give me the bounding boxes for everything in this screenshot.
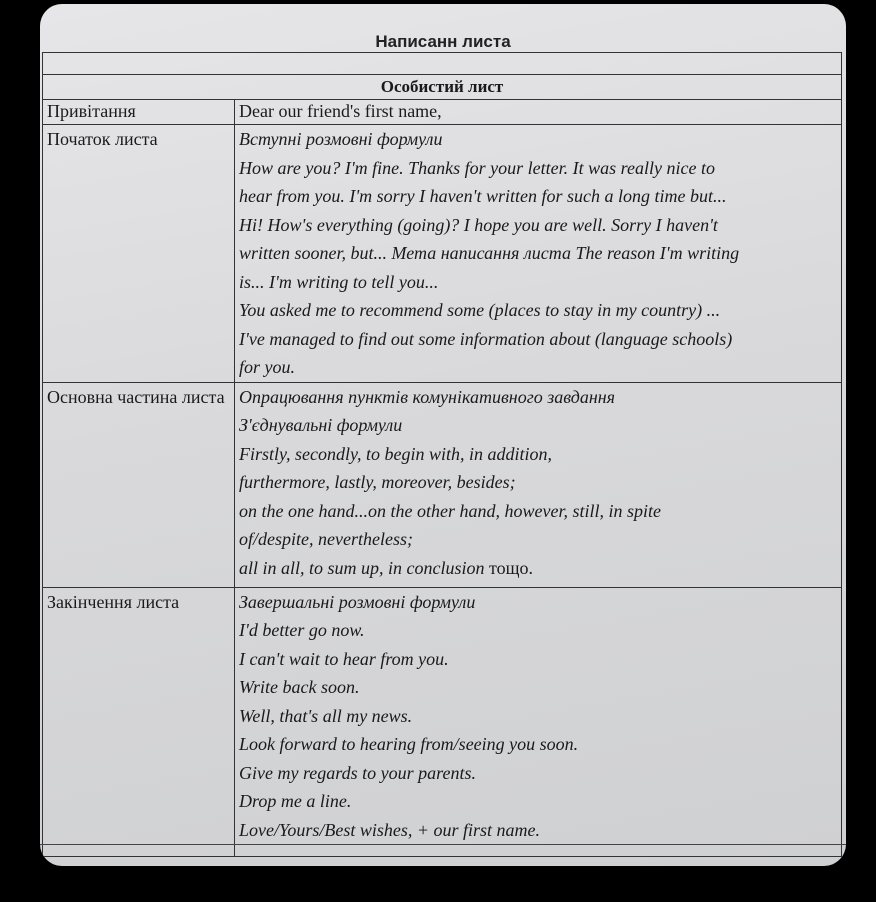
content-line: I can't wait to hear from you. [239, 648, 449, 669]
content-line: I've managed to find out some information about (language schools) [239, 328, 733, 349]
content-line: Write back soon. [239, 677, 360, 697]
row-label: Основна частина листа [43, 382, 235, 587]
document-photo [40, 4, 846, 866]
table-row [43, 100, 842, 125]
page-title: Написанн листа [375, 32, 511, 51]
content-line: on the one hand...on the other hand, however, still, in spite [239, 500, 661, 521]
table-row [43, 382, 842, 587]
content-line: Drop me a line. [239, 791, 352, 811]
row-content [235, 382, 842, 587]
row-content [235, 125, 842, 383]
table-row [43, 125, 842, 383]
divider [40, 844, 846, 845]
row-label: Привітання [43, 100, 235, 125]
row-content [235, 100, 842, 125]
letter-table [42, 74, 842, 857]
content-line: Well, that's all my news. [239, 705, 413, 726]
content-line-wrap [239, 554, 837, 583]
content-line: Вступні розмовні формули [239, 129, 443, 149]
content-line: How are you? I'm fine. Thanks for your letter. It was really nice to [239, 157, 715, 178]
table-header: Особистий лист [43, 75, 842, 100]
content-line: Give my regards to your parents. [239, 762, 476, 783]
content-line: for you. [239, 357, 295, 377]
content-line: written sooner, but... Мета написання листа The reason I'm writing [239, 243, 740, 263]
content-line: You asked me to recommend some (places to stay in my country) ... [239, 300, 721, 320]
content-line: furthermore, lastly, moreover, besides; [239, 472, 516, 492]
row-content [235, 587, 842, 856]
content-line: is... I'm writing to tell you... [239, 271, 439, 292]
content-line: З'єднувальні формули [239, 415, 403, 435]
content-line: hear from you. I'm sorry I haven't written for such a long time but... [239, 186, 727, 206]
content-line: Завершальні розмовні формули [239, 591, 476, 612]
row-label: Закінчення листа [43, 587, 235, 856]
row-label: Початок листа [43, 125, 235, 383]
content-line: Hi! How's everything (going)? I hope you are well. Sorry I haven't [239, 214, 718, 235]
content-line: of/despite, nevertheless; [239, 529, 413, 549]
content-line: Опрацювання пунктів комунікативного завдання [239, 386, 616, 407]
content-line: Love/Yours/Best wishes, + our first name. [239, 819, 541, 840]
content-suffix: тощо. [484, 557, 533, 578]
table-row [43, 587, 842, 856]
content-line: I'd better go now. [239, 620, 365, 640]
divider [42, 52, 842, 75]
content-line: all in all, to sum up, in conclusion [239, 557, 485, 578]
content-line: Firstly, secondly, to begin with, in addition, [239, 443, 552, 464]
content-line: Look forward to hearing from/seeing you soon. [239, 734, 579, 754]
content-line: Dear our friend's first name, [239, 101, 442, 121]
